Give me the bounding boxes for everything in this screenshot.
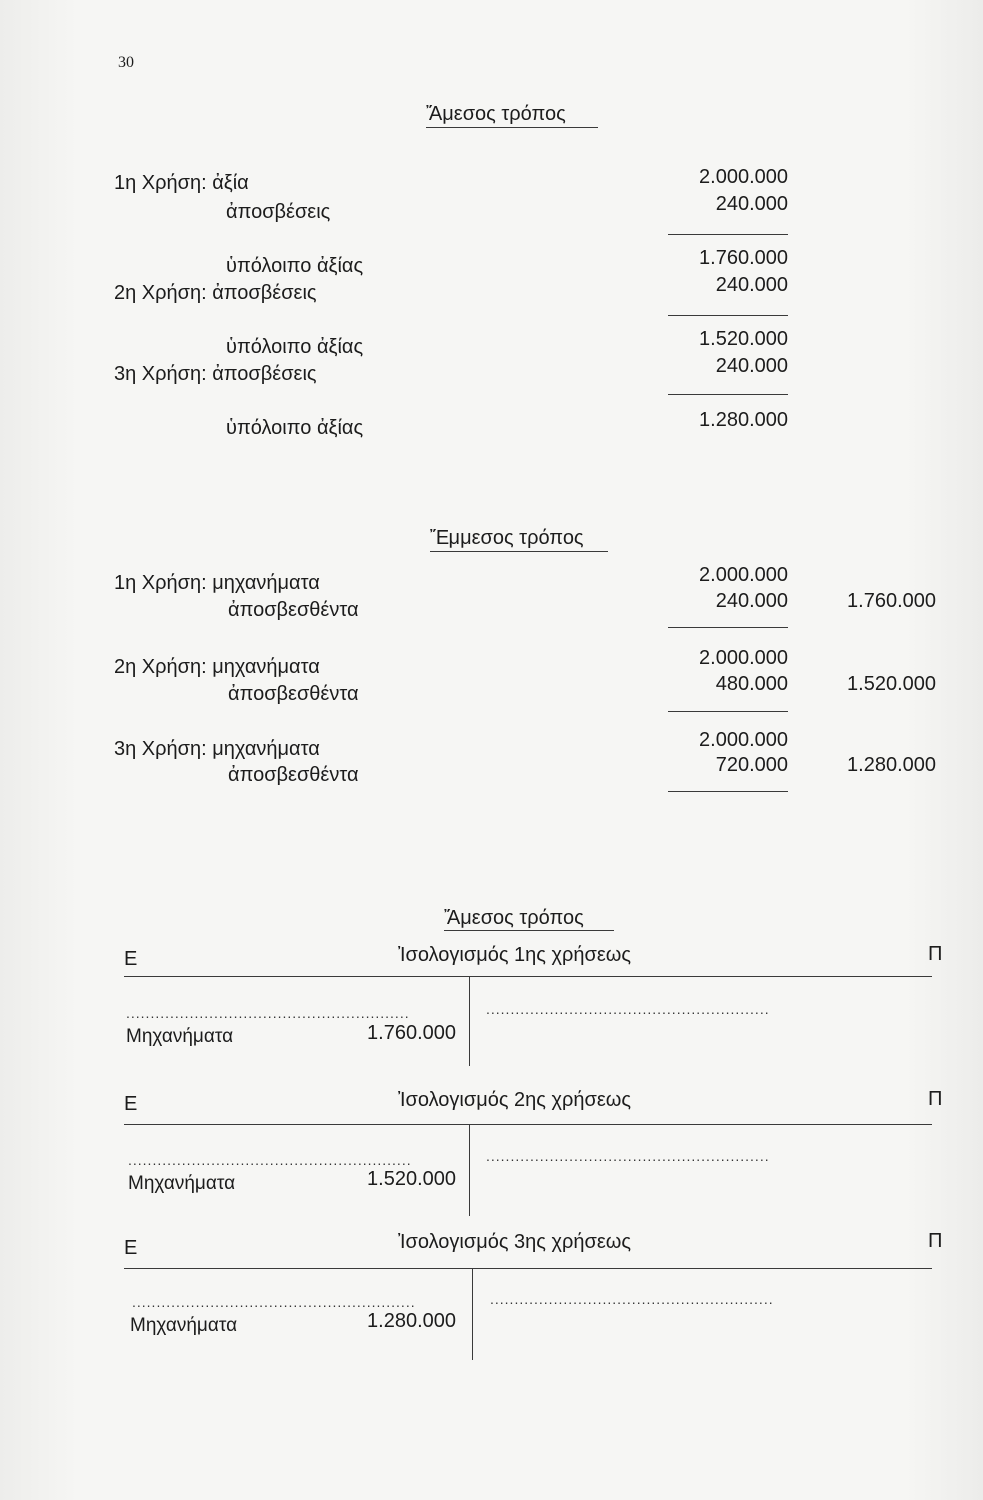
direct-method-title: Ἄμεσος τρόπος [426, 103, 566, 125]
indirect-net-value: 1.760.000 [847, 590, 936, 612]
indirect-label: 3η Χρήση: μηχανήματα [114, 738, 320, 760]
balance-item-value: 1.760.000 [367, 1022, 456, 1044]
t-account-divider [472, 1268, 473, 1360]
direct-method-title-underline [426, 127, 598, 128]
direct-row-label: 2η Χρήση: ἀποσβέσεις [114, 282, 317, 304]
direct-row-value: 240.000 [715, 193, 788, 215]
direct-row-label: ὑπόλοιπο ἀξίας [226, 255, 364, 277]
dot-leader: .......................................................... [126, 1005, 410, 1021]
direct-sum-line [668, 234, 788, 235]
direct-row-label: ἀποσβέσεις [226, 201, 331, 223]
indirect-value: 2.000.000 [699, 729, 788, 751]
indirect-value: 240.000 [715, 590, 788, 612]
balance-item-label: Μηχανήματα [128, 1173, 236, 1194]
indirect-label: ἀποσβεσθέντα [228, 683, 359, 705]
dot-leader: .......................................................... [490, 1291, 774, 1307]
debit-marker: Ε [124, 1093, 138, 1115]
direct-row-label: ὑπόλοιπο ἀξίας [226, 336, 364, 358]
balance-item-value: 1.520.000 [367, 1168, 456, 1190]
indirect-value: 480.000 [715, 673, 788, 695]
debit-marker: Ε [124, 1237, 138, 1259]
direct-sum-line [668, 394, 788, 395]
direct-row-label: 1η Χρήση: ἀξία [114, 172, 249, 194]
credit-marker: Π [928, 1230, 943, 1252]
page-number: 30 [118, 54, 134, 71]
direct-row-value: 1.760.000 [699, 247, 788, 269]
direct-sum-line [668, 315, 788, 316]
balance-section-title-underline [444, 930, 614, 931]
direct-row-value: 2.000.000 [699, 166, 788, 188]
direct-row-value: 240.000 [715, 355, 788, 377]
indirect-method-title-underline [430, 551, 608, 552]
credit-marker: Π [928, 943, 943, 965]
indirect-net-value: 1.520.000 [847, 673, 936, 695]
indirect-label: ἀποσβεσθέντα [228, 764, 359, 786]
direct-row-value: 1.280.000 [699, 409, 788, 431]
t-account-top-line [124, 976, 932, 977]
t-account-top-line [124, 1124, 932, 1125]
balance-item-label: Μηχανήματα [130, 1315, 238, 1336]
t-account-divider [469, 976, 470, 1066]
t-account-divider [469, 1124, 470, 1216]
indirect-label: 2η Χρήση: μηχανήματα [114, 656, 320, 678]
debit-marker: Ε [124, 948, 138, 970]
indirect-sum-line [668, 627, 788, 628]
t-account-top-line [124, 1268, 932, 1269]
direct-row-label: ὑπόλοιπο ἀξίας [226, 417, 364, 439]
direct-row-value: 240.000 [715, 274, 788, 296]
balance-section-title: Ἄμεσος τρόπος [444, 907, 584, 929]
indirect-value: 2.000.000 [699, 647, 788, 669]
dot-leader: .......................................................... [128, 1152, 412, 1168]
balance-sheet-title: Ἰσολογισμός 1ης χρήσεως [398, 944, 631, 966]
direct-row-value: 1.520.000 [699, 328, 788, 350]
indirect-label: 1η Χρήση: μηχανήματα [114, 572, 320, 594]
indirect-sum-line [668, 711, 788, 712]
credit-marker: Π [928, 1088, 943, 1110]
balance-item-value: 1.280.000 [367, 1310, 456, 1332]
dot-leader: .......................................................... [486, 1148, 770, 1164]
indirect-value: 720.000 [715, 754, 788, 776]
dot-leader: .......................................................... [132, 1294, 416, 1310]
balance-sheet-title: Ἰσολογισμός 3ης χρήσεως [398, 1231, 631, 1253]
direct-row-label: 3η Χρήση: ἀποσβέσεις [114, 363, 317, 385]
indirect-value: 2.000.000 [699, 564, 788, 586]
indirect-net-value: 1.280.000 [847, 754, 936, 776]
balance-item-label: Μηχανήματα [126, 1026, 234, 1047]
indirect-label: ἀποσβεσθέντα [228, 599, 359, 621]
balance-sheet-title: Ἰσολογισμός 2ης χρήσεως [398, 1089, 631, 1111]
dot-leader: .......................................................... [486, 1001, 770, 1017]
indirect-sum-line [668, 791, 788, 792]
indirect-method-title: Ἔμμεσος τρόπος [430, 527, 584, 549]
